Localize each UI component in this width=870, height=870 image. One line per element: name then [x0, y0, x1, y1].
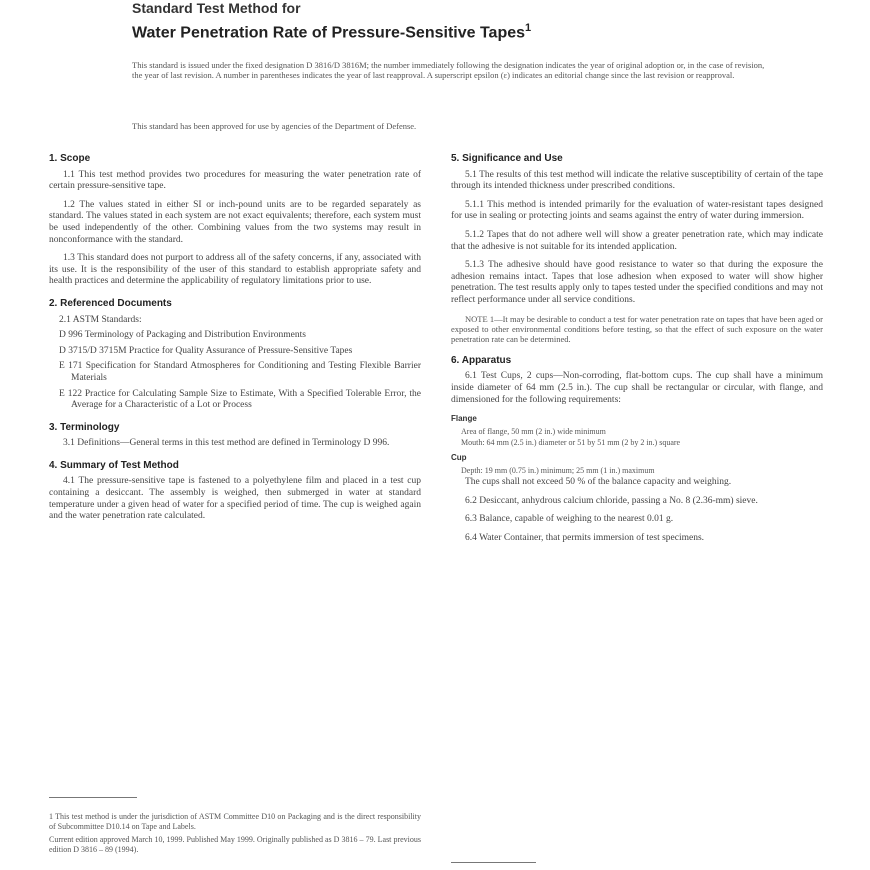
reference-item: E 171 Specification for Standard Atmospheres for Conditioning and Testing Flexible Barrier Materials: [59, 361, 421, 383]
section-heading-summary: 4. Summary of Test Method: [49, 459, 179, 471]
reference-item: D 996 Terminology of Packaging and Distribution Environments: [59, 330, 306, 341]
title-line-2: [132, 18, 772, 43]
title-text: Water Penetration Rate of Pressure-Sensitive Tapes: [132, 24, 526, 42]
paragraph-1-2: 1.2 The values stated in either SI or inch-pound units are to be regarded separately as standard. The values stated in each system are not exact equivalents; therefore, each system must be used independently of the other. Combining values from the two systems may result in nonconformance with the standard.: [49, 199, 421, 245]
section-heading-scope: 1. Scope: [49, 153, 91, 164]
title-footnote-mark: 1: [525, 22, 532, 34]
note-1: NOTE 1—It may be desirable to conduct a test for water penetration rate on tapes that have been aged or exposed to other environmental conditions before testing, so that the effect of such exposure on the water penetration rate can be determined.: [451, 313, 823, 345]
standard-designation-note: This standard is issued under the fixed designation D 3816/D 3816M; the number immediately following the designation indicates the year of original adoption or, in the case of revision, the year of last revision. A number in parentheses indicates the year of last reapproval. A superscript epsilon (ε) indicates an editorial change since the last revision or reapproval.: [132, 60, 765, 80]
paragraph-6-1-cont: The cups shall not exceed 50 % of the balance capacity and weighing.: [465, 477, 732, 488]
footnote-1: 1 This test method is under the jurisdiction of ASTM Committee D10 on Packaging and is the direct responsibility of Subcommittee D10.14 on Tape and Labels.: [49, 812, 421, 831]
title-line-1: Standard Test Method for: [132, 0, 301, 16]
left-column: [49, 153, 421, 533]
paragraph-3-1: 3.1 Definitions—General terms in this test method are defined in Terminology D 996.: [63, 438, 390, 449]
reference-list: [49, 315, 421, 412]
reference-item: 2.1 ASTM Standards:: [59, 314, 142, 325]
footnote-2: Current edition approved March 10, 1999. Published May 1999. Originally published as D 3816 – 79. Last previous edition D 3816 – 89 (1994).: [49, 835, 421, 854]
footnotes: [49, 812, 421, 858]
paragraph-5-1-1: 5.1.1 This method is intended primarily for the evaluation of water-resistant tapes designed for use in sealing or protecting joints and seams against the entry of water during immersion.: [451, 199, 823, 222]
title-block: [132, 0, 772, 43]
section-terminology: [49, 422, 421, 450]
section-heading-referenced: 2. Referenced Documents: [49, 297, 172, 309]
section-scope: [49, 153, 421, 288]
section-referenced-documents: [49, 298, 421, 412]
paragraph-5-1-3: 5.1.3 The adhesive should have good resistance to water so that during the exposure the adhesion remains intact. Tapes that lose adhesion when exposed to water will show higher penetration. The test results apply only to tapes tested under the specified conditions and may not reflect performance under all service conditions.: [451, 260, 823, 305]
right-footnote-divider: [451, 862, 536, 863]
paragraph-6-2: 6.2 Desiccant, anhydrous calcium chloride, passing a No. 8 (2.36-mm) sieve.: [465, 495, 758, 506]
paragraph-1-1: 1.1 This test method provides two procedures for measuring the water penetration rate of certain pressure-sensitive tape.: [49, 169, 421, 192]
reference-item: D 3715/D 3715M Practice for Quality Assurance of Pressure-Sensitive Tapes: [59, 345, 353, 356]
section-heading-significance: 5. Significance and Use: [451, 153, 563, 164]
paragraph-6-1: 6.1 Test Cups, 2 cups—Non-corroding, flat-bottom cups. The cup shall have a minimum inside diameter of 64 mm (2.5 in.). The cup shall be rectangular or circular, with flange, and dimensioned for the following requirements:: [451, 371, 823, 405]
paragraph-6-4: 6.4 Water Container, that permits immersion of test specimens.: [465, 532, 705, 543]
footnote-divider: [49, 797, 137, 798]
section-summary: [49, 460, 421, 523]
paragraph-5-1-2: 5.1.2 Tapes that do not adhere well will show a greater penetration rate, which may indicate that the adhesive is not suitable for its intended application.: [451, 229, 823, 252]
spec-heading-flange: Flange: [451, 414, 477, 424]
section-significance: [451, 153, 823, 345]
dod-approval-note: This standard has been approved for use by agencies of the Department of Defense.: [132, 121, 417, 131]
reference-item: E 122 Practice for Calculating Sample Size to Estimate, With a Specified Tolerable Error, the Average for a Characteristic of a Lot or Process: [59, 388, 421, 411]
paragraph-4-1: 4.1 The pressure-sensitive tape is fastened to a polyethylene film and placed in a test cup containing a desiccant. The assembly is weighed, then submerged in water at standard temperature under a given head of water for a specified period of time. The cup is weighed again and the water penetration rate calculated.: [49, 476, 421, 522]
section-apparatus: [451, 355, 823, 545]
spec-line: Depth: 19 mm (0.75 in.) minimum; 25 mm (1 in.) maximum: [461, 465, 655, 475]
section-heading-terminology: 3. Terminology: [49, 421, 120, 433]
section-heading-apparatus: 6. Apparatus: [451, 354, 512, 366]
paragraph-6-3: 6.3 Balance, capable of weighing to the nearest 0.01 g.: [465, 514, 674, 525]
spec-line: Area of flange, 50 mm (2 in.) wide minimum: [461, 426, 606, 436]
spec-heading-cup: Cup: [451, 452, 467, 462]
right-column: [451, 153, 823, 554]
spec-line: Mouth: 64 mm (2.5 in.) diameter or 51 by 51 mm (2 by 2 in.) square: [461, 438, 681, 448]
paragraph-5-1: 5.1 The results of this test method will indicate the relative susceptibility of certain of the tape through its intended thickness under prescribed conditions.: [451, 169, 823, 192]
paragraph-1-3: 1.3 This standard does not purport to address all of the safety concerns, if any, associated with its use. It is the responsibility of the user of this standard to establish appropriate safety and health practices and determine the applicability of regulatory limitations prior to use.: [49, 253, 421, 287]
